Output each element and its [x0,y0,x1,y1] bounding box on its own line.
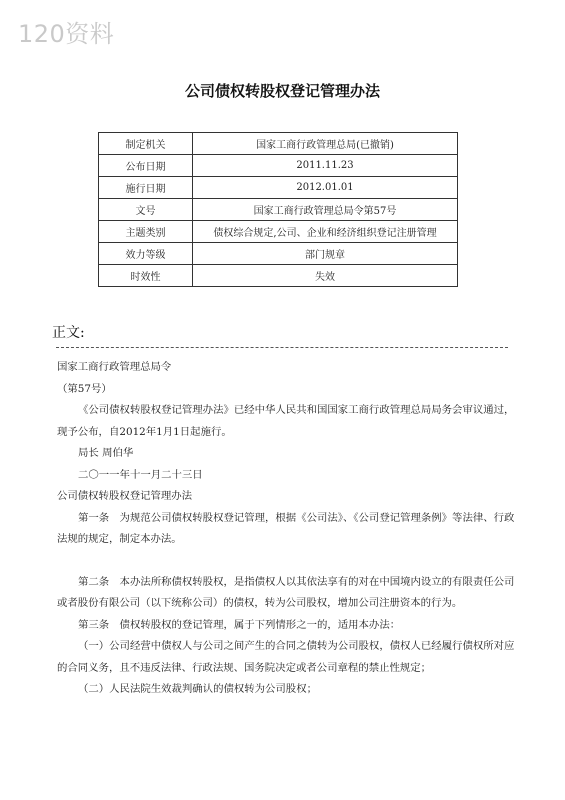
table-row [99,265,458,287]
article-paragraph: 第二条 本办法所称债权转股权，是指债权人以其依法享有的对在中国境内设立的有限责任公司或者股份有限公司（以下统称公司）的债权，转为公司股权，增加公司注册资本的行为。 [57,575,515,609]
clause-paragraph: （二）人民法院生效裁判确认的债权转为公司股权； [78,683,317,695]
announcement-paragraph: 《公司债权转股权登记管理办法》已经中华人民共和国国家工商行政管理总局局务会审议通过，现予公布，自2012年1月1日起施行。 [57,404,515,438]
meta-value: 失效 [193,265,458,287]
table-row [99,133,458,155]
meta-value: 2012.01.01 [193,177,458,199]
meta-value: 国家工商行政管理总局令第57号 [193,199,458,221]
clause-paragraph: （一）公司经营中债权人与公司之间产生的合同之债转为公司股权，债权人已经履行债权所对应的合同义务，且不违反法律、行政法规、国务院决定或者公司章程的禁止性规定； [57,640,515,674]
meta-label: 文号 [99,199,193,221]
table-row [99,199,458,221]
document-body [57,357,517,701]
metadata-table [98,132,458,287]
meta-label: 时效性 [99,265,193,287]
article-paragraph: 第三条 债权转股权的登记管理，属于下列情形之一的，适用本办法： [78,618,401,631]
order-number: （第57号） [57,382,112,395]
document-title: 公司债权转股权登记管理办法 [184,82,380,100]
regulation-title: 公司债权转股权登记管理办法 [57,490,193,502]
date-line: 二〇一一年十一月二十三日 [78,468,203,481]
signatory-line: 局长 周伯华 [78,447,134,459]
meta-value: 2011.11.23 [193,155,458,177]
dashed-divider [56,347,508,348]
meta-label: 制定机关 [99,133,193,155]
meta-label: 公布日期 [99,155,193,177]
meta-label: 施行日期 [99,177,193,199]
meta-label: 主题类别 [99,221,193,243]
paragraph-gap [57,551,517,572]
table-row [99,243,458,265]
meta-value: 部门规章 [193,243,458,265]
meta-value: 国家工商行政管理总局(已撤销) [193,133,458,155]
meta-label: 效力等级 [99,243,193,265]
meta-value: 债权综合规定,公司、企业和经济组织登记注册管理 [193,221,458,243]
article-paragraph: 第一条 为规范公司债权转股权登记管理，根据《公司法》、《公司登记管理条例》等法律、行政法规的规定，制定本办法。 [57,511,515,545]
table-row [99,221,458,243]
table-row [99,155,458,177]
body-heading: 正文: [52,325,85,341]
table-row [99,177,458,199]
issuer-line: 国家工商行政管理总局令 [57,361,172,373]
watermark-text: 120资料 [18,20,115,48]
